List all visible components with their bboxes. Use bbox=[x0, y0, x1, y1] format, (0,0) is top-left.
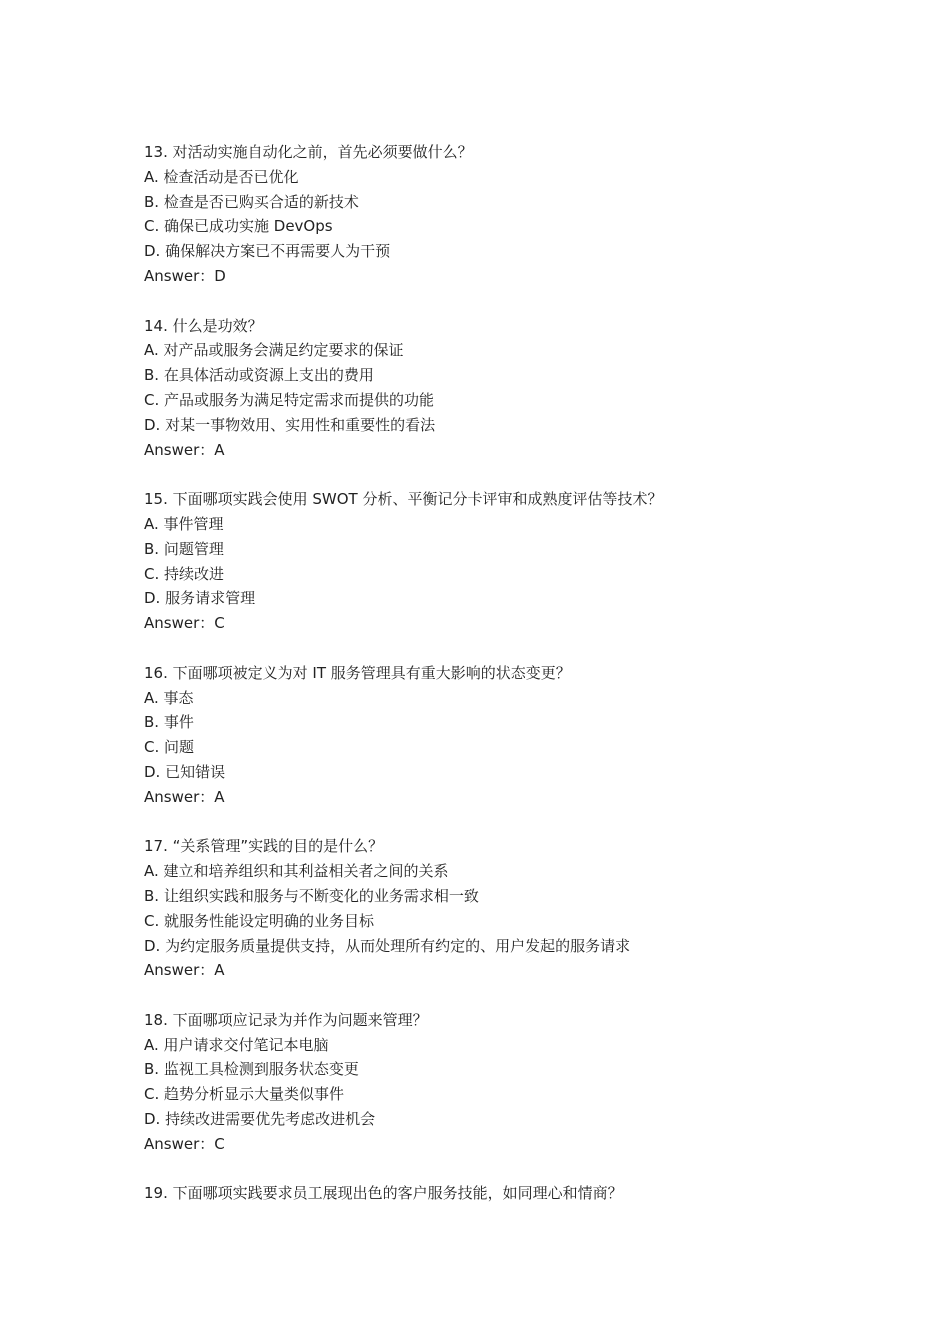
option-b: B. 让组织实践和服务与不断变化的业务需求相一致 bbox=[144, 886, 479, 905]
option-c: C. 就服务性能设定明确的业务目标 bbox=[144, 911, 375, 930]
question-stem: 18. 下面哪项应记录为并作为问题来管理？ bbox=[144, 1010, 428, 1029]
option-c: C. 持续改进 bbox=[144, 564, 225, 583]
question-15 bbox=[144, 487, 824, 636]
answer-line: Answer：A bbox=[144, 961, 225, 980]
question-13 bbox=[144, 140, 824, 289]
question-19 bbox=[144, 1181, 824, 1206]
option-a: A. 对产品或服务会满足约定要求的保证 bbox=[144, 341, 404, 360]
option-a: A. 用户请求交付笔记本电脑 bbox=[144, 1035, 329, 1054]
option-b: B. 监视工具检测到服务状态变更 bbox=[144, 1060, 359, 1079]
question-list bbox=[144, 140, 824, 1231]
option-b: B. 检查是否已购买合适的新技术 bbox=[144, 192, 359, 211]
option-b: B. 在具体活动或资源上支出的费用 bbox=[144, 366, 374, 385]
answer-line: Answer：C bbox=[144, 614, 225, 633]
option-d: D. 持续改进需要优先考虑改进机会 bbox=[144, 1110, 376, 1129]
answer-line: Answer：A bbox=[144, 440, 225, 459]
option-a: A. 事态 bbox=[144, 688, 194, 707]
option-a: A. 检查活动是否已优化 bbox=[144, 167, 299, 186]
option-d: D. 服务请求管理 bbox=[144, 589, 256, 608]
option-b: B. 问题管理 bbox=[144, 539, 224, 558]
option-d: D. 确保解决方案已不再需要人为干预 bbox=[144, 242, 391, 261]
question-14 bbox=[144, 314, 824, 463]
answer-line: Answer：A bbox=[144, 787, 225, 806]
option-b: B. 事件 bbox=[144, 713, 194, 732]
question-17 bbox=[144, 834, 824, 983]
option-c: C. 产品或服务为满足特定需求而提供的功能 bbox=[144, 390, 435, 409]
question-stem: 15. 下面哪项实践会使用 SWOT 分析、平衡记分卡评审和成熟度评估等技术？ bbox=[144, 490, 663, 509]
question-stem: 13. 对活动实施自动化之前，首先必须要做什么？ bbox=[144, 143, 473, 161]
question-stem: 19. 下面哪项实践要求员工展现出色的客户服务技能，如同理心和情商？ bbox=[144, 1184, 623, 1203]
option-c: C. 问题 bbox=[144, 738, 195, 757]
option-a: A. 事件管理 bbox=[144, 514, 224, 533]
answer-line: Answer：D bbox=[144, 266, 226, 285]
option-d: D. 已知错误 bbox=[144, 762, 226, 781]
question-16 bbox=[144, 661, 824, 810]
question-stem: 16. 下面哪项被定义为对 IT 服务管理具有重大影响的状态变更？ bbox=[144, 663, 571, 682]
option-d: D. 对某一事物效用、实用性和重要性的看法 bbox=[144, 415, 436, 434]
question-stem: 17. “关系管理”实践的目的是什么？ bbox=[144, 837, 384, 856]
option-c: C. 趋势分析显示大量类似事件 bbox=[144, 1085, 345, 1104]
question-stem: 14. 什么是功效？ bbox=[144, 316, 263, 335]
answer-line: Answer：C bbox=[144, 1134, 225, 1153]
option-d: D. 为约定服务质量提供支持，从而处理所有约定的、用户发起的服务请求 bbox=[144, 936, 631, 955]
option-c: C. 确保已成功实施 DevOps bbox=[144, 217, 333, 236]
option-a: A. 建立和培养组织和其利益相关者之间的关系 bbox=[144, 862, 449, 881]
question-18 bbox=[144, 1008, 824, 1157]
